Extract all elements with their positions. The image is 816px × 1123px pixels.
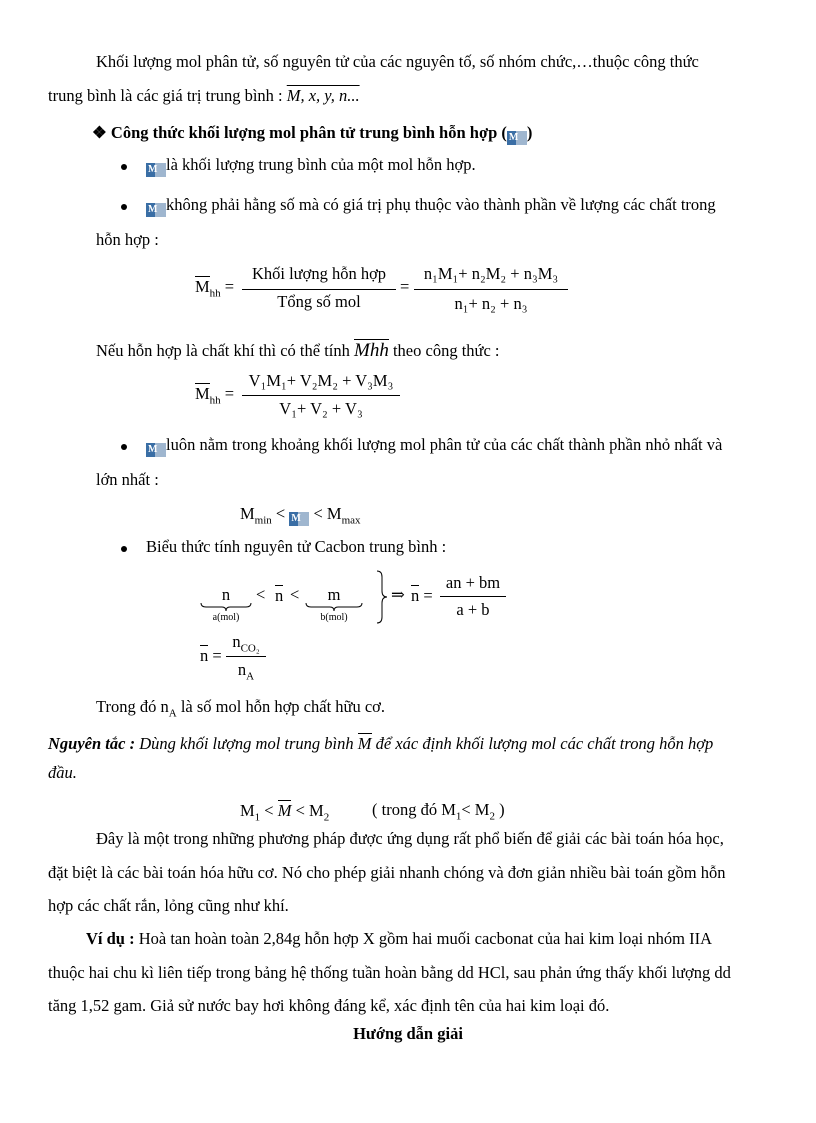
m-range: $M_{min} < M < M_{max}$ <box>240 504 361 527</box>
section-title <box>92 123 532 145</box>
intro-line-2 <box>48 86 360 106</box>
co2-den-sub: A <box>246 670 255 683</box>
co2-sub: CO₂ <box>240 642 260 655</box>
carbon-a-label: a(mol) <box>212 612 240 623</box>
principle-text-1: Dùng khối lượng mol trung bình <box>135 734 358 753</box>
co2-formula-lhs: n = <box>200 646 222 665</box>
intro-line-1: Khối lượng mol phân tử, số nguyên tử của các nguyên tố, số nhóm chức,…thuộc công thức <box>96 52 699 71</box>
m-max-sub: max <box>341 514 361 527</box>
fraction-line <box>440 596 506 597</box>
section-title-end: ) <box>526 123 533 142</box>
paragraph-line-1: Đây là một trong những phương pháp được ứng dụng rất phổ biến để giải các bài toán hóa học, <box>96 829 724 848</box>
bullet-2-line-1 <box>146 195 716 217</box>
n-bar: n <box>411 586 420 605</box>
principle-line-1 <box>48 733 713 754</box>
trong-do-text: Trong đó n <box>96 697 169 716</box>
diamond-icon: ❖ <box>92 123 107 142</box>
bullet-3-text: luôn nằm trong khoảng khối lượng mol phân tử của các chất thành phần nhỏ nhất và <box>166 435 723 454</box>
right-brace <box>375 570 389 624</box>
fraction-line <box>242 395 400 396</box>
implies-arrow: ⇒ <box>391 585 405 604</box>
formula-1-lhs: $M_{hh}$ = <box>195 277 235 300</box>
bullet-3-line-2: lớn nhất : <box>96 470 159 489</box>
m-bar-icon: M <box>146 203 166 217</box>
note-mid: < M <box>461 800 490 819</box>
principle-line-2: đầu. <box>48 763 77 782</box>
principle-m-bar: M <box>357 734 372 753</box>
formula-1-num-expr: n₁M₁+ n₂M₂ + n₃M₃ <box>423 264 559 283</box>
bullet-1 <box>146 155 476 177</box>
bullet-1-text: là khối lượng trung bình của một mol hỗn hợp. <box>166 155 476 174</box>
principle-label: Nguyên tắc : <box>48 734 136 753</box>
gas-note-text: Nếu hỗn hợp là chất khí thì có thể tính <box>96 341 355 360</box>
bullet-dot-1 <box>121 164 127 170</box>
formula-1-num-text: Khối lượng hỗn hợp <box>251 264 387 283</box>
m-bar: M <box>195 277 210 296</box>
inequality-note <box>372 800 505 822</box>
lhs-sub: hh <box>209 287 221 300</box>
less-than: < <box>256 585 266 604</box>
carbon-n-mid <box>275 585 283 606</box>
bullet-3-line-1 <box>146 435 722 457</box>
principle-text-2: để xác định khối lượng mol các chất trong hỗn hợp <box>371 734 714 753</box>
gas-note-end: theo công thức : <box>388 341 500 360</box>
bullet-4: Biểu thức tính nguyên tử Cacbon trung bình : <box>146 537 447 556</box>
formula-2-den: V₁+ V₂ + V₃ <box>279 399 363 418</box>
m-max: M <box>326 504 342 523</box>
paragraph-line-2: đặt biệt là các bài toán hóa hữu cơ. Nó cho phép giải nhanh chóng và đơn giản nhiều bài toán gồm hỗn <box>48 863 726 882</box>
carbon-result-num: an + bm <box>445 573 501 592</box>
intro-line-2-text: trung bình là các giá trị trung bình : <box>48 86 287 105</box>
trong-do-end: là số mol hỗn hợp chất hữu cơ. <box>176 697 386 716</box>
mean-symbols: M, x, y, n... <box>286 86 360 105</box>
fraction-line <box>414 289 568 290</box>
m-bar-icon: M <box>146 443 166 457</box>
bullet-dot-2 <box>121 204 127 210</box>
n-bar: n <box>275 586 284 605</box>
formula-1-den-text: Tổng số mol <box>277 292 361 311</box>
m-min-sub: min <box>254 514 272 527</box>
inequality: $M_1 < M < M_2$ <box>240 801 330 824</box>
carbon-m-right: m <box>327 585 341 604</box>
ineq-m2: M <box>309 801 324 820</box>
carbon-n-result: n = <box>411 586 433 605</box>
example-line-2: thuộc hai chu kì liên tiếp trong bảng hệ thống tuần hoàn bằng dd HCl, sau phản ứng thấy khối lượng dd <box>48 963 731 982</box>
example-line-1 <box>86 929 712 949</box>
ineq-m-bar: M <box>277 801 292 820</box>
paragraph-line-3: hợp các chất rắn, lỏng cũng như khí. <box>48 896 289 915</box>
co2-num <box>226 632 266 654</box>
carbon-result-den: a + b <box>456 600 490 619</box>
bullet-dot-3 <box>121 444 127 450</box>
bullet-2-line-2: hỗn hợp : <box>96 230 159 249</box>
ineq-m2-sub: 2 <box>323 811 330 824</box>
equals-sign: = <box>400 277 410 296</box>
ineq-m1: M <box>240 801 255 820</box>
co2-den-n: n <box>237 660 247 679</box>
fraction-line <box>242 289 396 290</box>
carbon-b-label: b(mol) <box>320 612 348 623</box>
formula-1-den-expr: n₁+ n₂ + n₃ <box>454 294 528 313</box>
note-end: ) <box>494 800 505 819</box>
trong-do <box>96 697 385 719</box>
lhs-sub: hh <box>209 394 221 407</box>
mhh-symbol: Mhh <box>354 340 389 361</box>
section-title-text: Công thức khối lượng mol phân tử trung bình hỗn hợp ( <box>110 123 507 142</box>
bullet-2-text: không phải hằng số mà có giá trị phụ thuộc vào thành phần về lượng các chất trong <box>166 195 716 214</box>
ineq-m1-sub: 1 <box>254 811 261 824</box>
example-label: Ví dụ : <box>86 929 135 948</box>
fraction-line <box>226 656 266 657</box>
example-text-1: Hoà tan hoàn toàn 2,84g hỗn hợp X gồm hai muối cacbonat của hai kim loại nhóm IIA <box>134 929 712 948</box>
co2-den <box>226 660 266 682</box>
co2-num-n: n <box>232 632 241 651</box>
m-bar: M <box>195 384 210 403</box>
trong-do-sub: A <box>168 707 177 720</box>
formula-2-lhs: $M_{hh}$ = <box>195 384 235 407</box>
gas-note <box>96 339 500 362</box>
bullet-dot-4 <box>121 546 127 552</box>
underbrace-right <box>305 602 363 612</box>
formula-2-num: V₁M₁+ V₂M₂ + V₃M₃ <box>248 371 394 390</box>
n-bar: n <box>200 646 209 665</box>
example-line-3: tăng 1,52 gam. Giả sử nước bay hơi không đáng kể, xác định tên của hai kim loại đó. <box>48 996 610 1015</box>
note-text: ( trong đó M <box>372 800 456 819</box>
m-min: M <box>240 504 255 523</box>
note-sub-1: 1 <box>455 810 462 823</box>
m-bar-icon: M <box>507 131 527 145</box>
m-bar-icon: M <box>289 512 309 526</box>
note-sub-2: 2 <box>489 810 495 823</box>
m-bar-icon: M <box>146 163 166 177</box>
carbon-n-left: n <box>221 585 231 604</box>
less-than: < <box>290 585 300 604</box>
underbrace-left <box>200 602 252 612</box>
guide-title: Hướng dẫn giải <box>353 1024 463 1043</box>
